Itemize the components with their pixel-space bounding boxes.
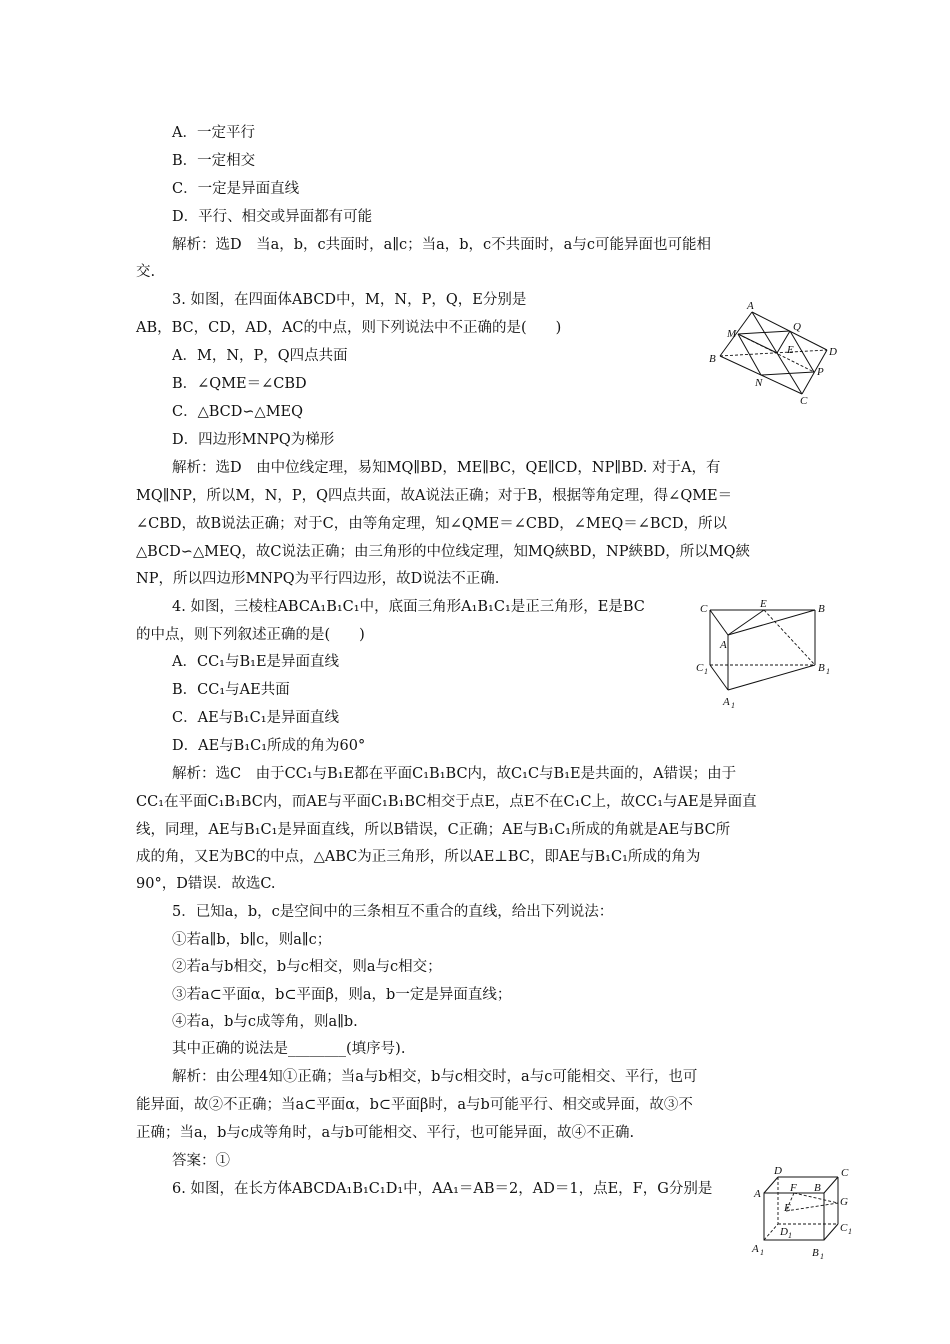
q5-answer: 答案：① [172, 1153, 230, 1169]
fig3-label-e: E [787, 344, 794, 356]
q4-option-a: A．CC₁与B₁E是异面直线 [172, 654, 340, 670]
cuboid-figure [748, 1163, 858, 1263]
fig6-label-b1-sub: 1 [820, 1252, 824, 1261]
q2-option-c: C．一定是异面直线 [172, 181, 300, 197]
fig3-label-n: N [755, 377, 763, 389]
fig6-label-c: C [841, 1167, 849, 1179]
q5-solution-line: 正确；当a，b与c成等角时，a与b可能相交、平行，也可能异面，故④不正确. [136, 1125, 635, 1141]
fig4-label-c: C [700, 603, 708, 615]
q3-option-b: B．∠QME＝∠CBD [172, 376, 307, 392]
q5-item: ②若a与b相交，b与c相交，则a与c相交； [172, 959, 442, 975]
q3-solution-line: 解析：选D 由中位线定理，易知MQ∥BD，ME∥BC，QE∥CD，NP∥BD. 对于A，有 [172, 460, 721, 476]
q4-stem-line: 4. 如图，三棱柱ABCA₁B₁C₁中，底面三角形A₁B₁C₁是正三角形，E是BC [172, 599, 645, 615]
q5-stem: 5．已知a，b，c是空间中的三条相互不重合的直线，给出下列说法： [172, 904, 614, 920]
q3-option-c: C．△BCD∽△MEQ [172, 404, 304, 420]
fig6-label-g: G [840, 1196, 848, 1208]
fig4-label-c1: C [696, 662, 704, 674]
fig4-label-a1: A [723, 696, 730, 708]
fig6-label-a1: A [752, 1243, 759, 1255]
fig3-label-q: Q [793, 321, 801, 333]
q5-item: ①若a∥b，b∥c，则a∥c； [172, 932, 332, 948]
fig4-label-b1-sub: 1 [826, 667, 830, 676]
q5-item: ③若a⊂平面α，b⊂平面β，则a，b一定是异面直线； [172, 987, 512, 1003]
fig6-label-a1-sub: 1 [760, 1248, 764, 1257]
prism-figure [690, 598, 840, 713]
q4-solution-line: 成的角，又E为BC的中点，△ABC为正三角形，所以AE⊥BC，即AE与B₁C₁所成的角为 [136, 849, 701, 865]
fig3-label-b: B [709, 353, 716, 365]
q4-solution-line: 线，同理，AE与B₁C₁是异面直线，所以B错误，C正确；AE与B₁C₁所成的角就是AE与BC所 [136, 822, 731, 838]
tetrahedron-figure [705, 298, 850, 406]
q4-option-b: B．CC₁与AE共面 [172, 682, 290, 698]
fig3-label-d: D [829, 346, 837, 358]
q3-solution-line: △BCD∽△MEQ，故C说法正确；由三角形的中位线定理，知MQ綊BD，NP綊BD，所以MQ綊 [136, 544, 750, 560]
q4-solution-line: CC₁在平面C₁B₁BC内，而AE与平面C₁B₁BC相交于点E，点E不在C₁C上，故CC₁与AE是异面直 [136, 794, 757, 810]
fig6-label-d1: D [780, 1226, 788, 1238]
fig6-label-d: D [774, 1165, 782, 1177]
fig6-label-b1: B [812, 1247, 819, 1259]
q2-solution-line: 解析：选D 当a，b，c共面时，a∥c；当a，b，c不共面时，a与c可能异面也可能相 [172, 237, 711, 253]
fig6-label-c1-sub: 1 [848, 1227, 852, 1236]
fig6-label-a: A [754, 1188, 761, 1200]
q3-solution-line: MQ∥NP，所以M，N，P，Q四点共面，故A说法正确；对于B，根据等角定理，得∠QME＝ [136, 488, 733, 504]
q2-option-d: D．平行、相交或异面都有可能 [172, 209, 373, 225]
fig4-label-c1-sub: 1 [704, 667, 708, 676]
fig6-label-c1: C [840, 1222, 848, 1234]
q4-solution-line: 解析：选C 由于CC₁与B₁E都在平面C₁B₁BC内，故C₁C与B₁E是共面的，A错误；由于 [172, 766, 737, 782]
q5-item: ④若a，b与c成等角，则a∥b. [172, 1014, 358, 1030]
q3-option-d: D．四边形MNPQ为梯形 [172, 432, 335, 448]
q4-option-c: C．AE与B₁C₁是异面直线 [172, 710, 340, 726]
q3-stem-line: AB，BC，CD，AD，AC的中点，则下列说法中不正确的是( ) [136, 320, 562, 336]
q2-solution-line: 交. [136, 264, 156, 280]
q4-stem-line: 的中点，则下列叙述正确的是( ) [136, 627, 365, 643]
q2-option-b: B．一定相交 [172, 153, 256, 169]
q3-solution-line: NP，所以四边形MNPQ为平行四边形，故D说法不正确. [136, 571, 500, 587]
q5-question: 其中正确的说法是________(填序号). [172, 1041, 406, 1057]
q2-option-a: A．一定平行 [172, 125, 255, 141]
fig6-label-b: B [814, 1182, 821, 1194]
fig4-label-a1-sub: 1 [731, 701, 735, 710]
fig4-label-e: E [760, 598, 767, 610]
fig6-label-e: E [784, 1202, 791, 1214]
fig3-label-c: C [800, 395, 808, 406]
q4-option-d: D．AE与B₁C₁所成的角为60° [172, 738, 366, 754]
q3-solution-line: ∠CBD，故B说法正确；对于C，由等角定理，知∠QME＝∠CBD，∠MEQ＝∠BCD，所以 [136, 516, 728, 532]
fig6-label-f: F [790, 1182, 797, 1194]
q3-stem-line: 3. 如图，在四面体ABCD中，M，N，P，Q，E分别是 [172, 292, 527, 308]
q5-solution-line: 能异面，故②不正确；当a⊂平面α，b⊂平面β时，a与b可能平行、相交或异面，故③不 [136, 1097, 693, 1113]
fig4-label-b1: B [818, 662, 825, 674]
q6-stem-line: 6. 如图，在长方体ABCDA₁B₁C₁D₁中，AA₁＝AB＝2，AD＝1，点E，F，G分别是 [172, 1181, 713, 1197]
fig3-label-m: M [727, 328, 737, 340]
fig3-label-p: P [817, 366, 824, 378]
fig4-label-a: A [720, 639, 727, 651]
fig3-label-a: A [747, 300, 754, 312]
q3-option-a: A．M，N，P，Q四点共面 [172, 348, 348, 364]
fig6-label-d1-sub: 1 [788, 1231, 792, 1240]
q4-solution-line: 90°，D错误．故选C. [136, 876, 276, 892]
q5-solution-line: 解析：由公理4知①正确；当a与b相交，b与c相交时，a与c可能相交、平行，也可 [172, 1069, 698, 1085]
fig4-label-b: B [818, 603, 825, 615]
